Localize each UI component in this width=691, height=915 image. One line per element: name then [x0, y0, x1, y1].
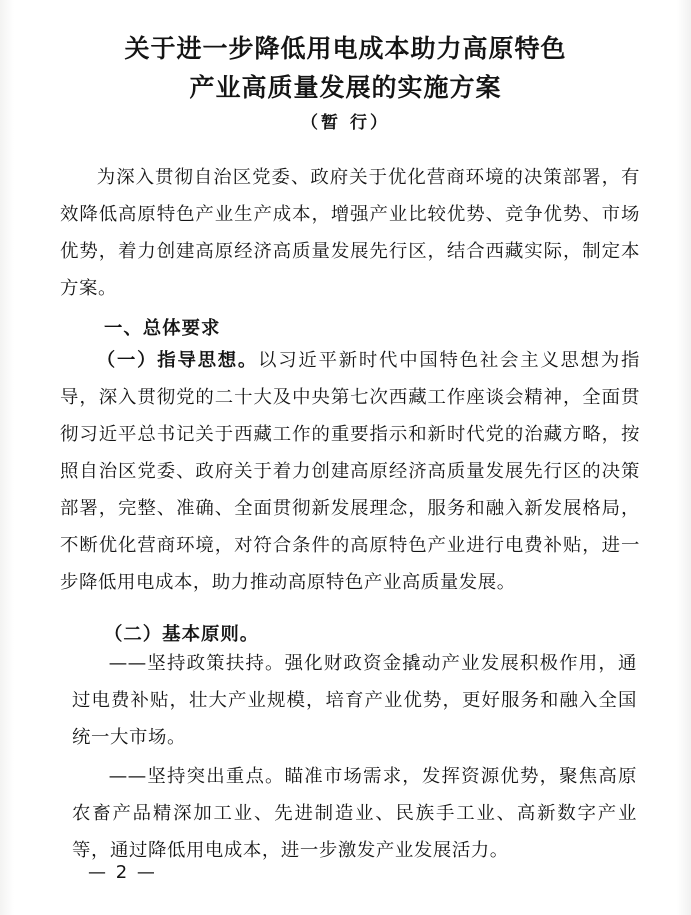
- principle-highlight-focus-text: ——坚持突出重点。瞄准市场需求，发挥资源优势，聚焦高原农畜产品精深加工业、先进制造业、民族手工业、高新数字产业等，通过降低用电成本，进一步激发产业发展活力。: [72, 766, 637, 861]
- principle-highlight-focus: [72, 758, 637, 869]
- guiding-ideology-label: （一）指导思想。: [96, 350, 259, 371]
- document-title-line2: 产业高质量发展的实施方案: [189, 73, 502, 102]
- intro-text: 为深入贯彻自治区党委、政府关于优化营商环境的决策部署，有效降低高原特色产业生产成本，增强产业比较优势、竞争优势、市场优势，着力创建高原经济高质量发展先行区，结合西藏实际，制定本方案。: [60, 167, 640, 299]
- principle-policy-support-text: ——坚持政策扶持。强化财政资金撬动产业发展积极作用，通过电费补贴，壮大产业规模，培育产业优势，更好服务和融入全国统一大市场。: [72, 653, 637, 748]
- section-heading-general-requirements: 一、总体要求: [104, 318, 221, 339]
- guiding-ideology-paragraph: [60, 342, 640, 601]
- document-title-line1: 关于进一步降低用电成本助力高原特色: [124, 34, 567, 63]
- principle-policy-support: [72, 645, 637, 756]
- basic-principles-heading: （二）基本原则。: [104, 624, 260, 645]
- document-subtitle: （暂 行）: [301, 113, 390, 133]
- guiding-ideology-body: 以习近平新时代中国特色社会主义思想为指导，深入贯彻党的二十大及中央第七次西藏工作座谈会精神，全面贯彻习近平总书记关于西藏工作的重要指示和新时代党的治藏方略，按照自治区党委、政府关于着力创建高原经济高质量发展先行区的决策部署，完整、准确、全面贯彻新发展理念，服务和融入新发展格局，不断优化营商环境，对符合条件的高原特色产业进行电费补贴，进一步降低用电成本，助力推动高原特色产业高质量发展。: [60, 350, 640, 593]
- intro-paragraph: [60, 159, 640, 307]
- page-number: — 2 —: [88, 862, 157, 883]
- guiding-ideology-text: [60, 342, 640, 601]
